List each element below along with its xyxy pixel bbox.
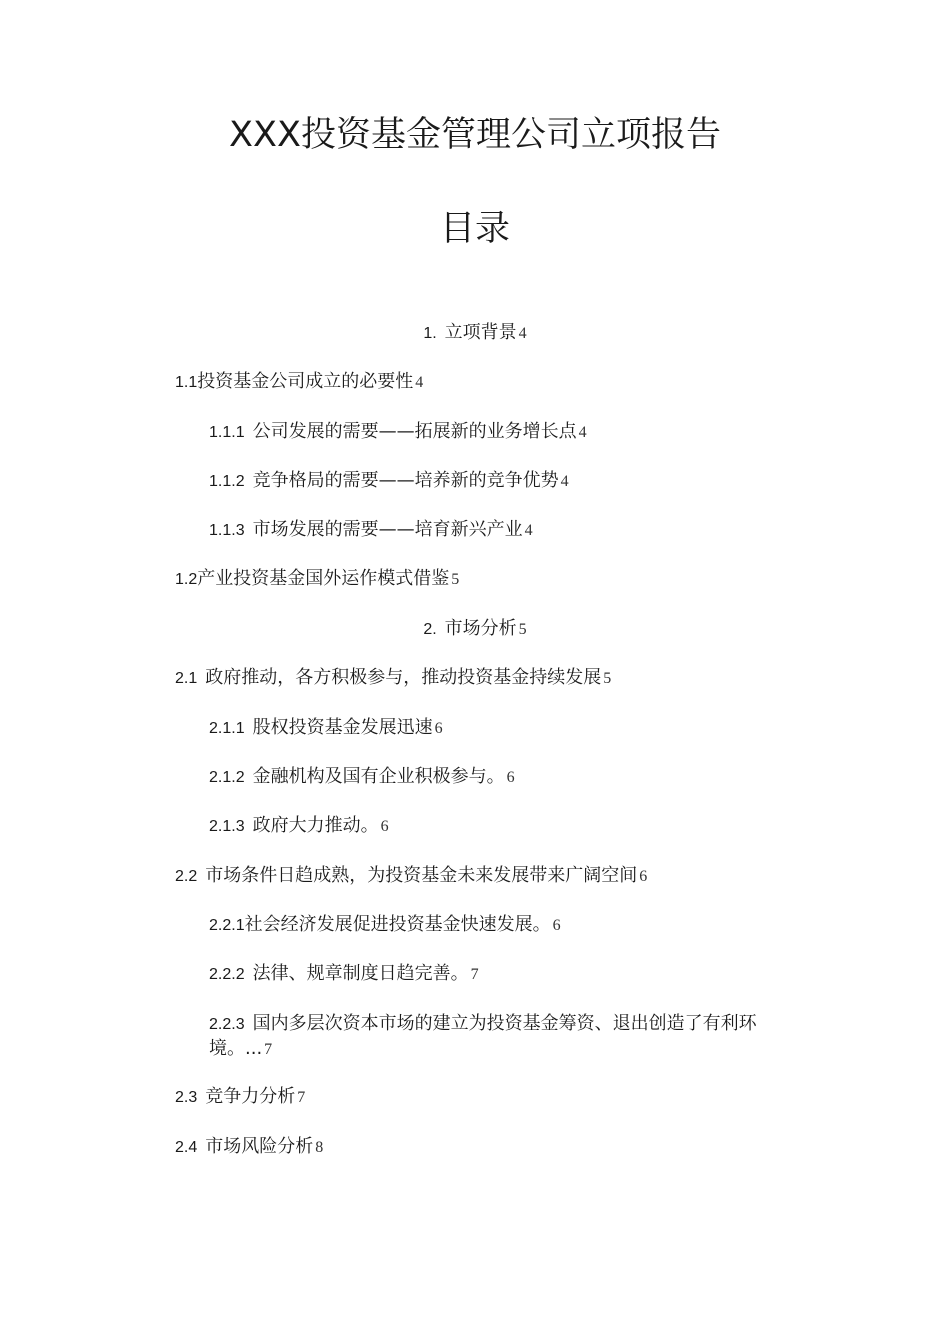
toc-entry[interactable] [209,716,443,741]
toc-entry[interactable] [209,765,515,790]
toc-entry[interactable] [0,617,950,642]
toc-entry[interactable] [209,962,479,987]
document-title: XXX投资基金管理公司立项报告 [229,115,721,155]
toc-entry[interactable] [209,420,587,445]
toc-entry-text: 金融机构及国有企业积极参与。 [252,766,505,787]
toc-entry[interactable] [0,321,950,346]
toc-entry-text: 国内多层次资本市场的建立为投资基金筹资、退出创造了有利环境。... [209,1013,757,1059]
toc-entry-text: 产业投资基金国外运作模式借鉴 [197,568,450,589]
toc-entry[interactable] [209,1012,819,1062]
toc-entry-number: 2. [423,621,437,638]
toc-entry[interactable] [209,913,561,938]
toc-entry-text: 投资基金公司成立的必要性 [197,371,414,392]
toc-entry-number: 2.1.1 [209,720,245,737]
toc-entry-text: 竞争力分析 [205,1086,296,1107]
toc-entry-page: 4 [518,325,527,342]
toc-entry-page: 4 [524,522,533,539]
toc-entry-text: 市场风险分析 [205,1136,314,1157]
toc-entry-number: 2.1.3 [209,818,245,835]
toc-entry-page: 6 [380,818,389,835]
toc-entry-page: 5 [451,571,460,588]
toc-entry-number: 2.2.3 [209,1016,245,1033]
toc-entry-number: 1. [423,325,437,342]
toc-entry[interactable] [175,1135,323,1160]
toc-entry[interactable] [175,666,611,691]
toc-entry-number: 2.3 [175,1089,198,1106]
toc-entry[interactable] [175,864,647,889]
toc-entry-page: 6 [552,917,561,934]
toc-entry-page: 4 [560,473,569,490]
toc-entry-number: 1.1.2 [209,473,245,490]
toc-heading: 目录 [439,209,510,249]
toc-entry-page: 6 [434,720,443,737]
toc-entry-text: 市场条件日趋成熟，为投资基金未来发展带来广阔空间 [205,865,638,886]
toc-entry-number: 1.2 [175,571,198,588]
toc-entry-page: 5 [603,670,612,687]
toc-entry-text: 市场发展的需要——培育新兴产业 [252,519,523,540]
toc-entry-number: 2.2 [175,868,198,885]
toc-entry-page: 4 [578,424,587,441]
toc-entry-text: 政府推动，各方积极参与，推动投资基金持续发展 [205,667,602,688]
toc-entry[interactable] [175,1085,305,1110]
toc-entry-number: 2.4 [175,1139,198,1156]
toc-entry-page: 6 [639,868,648,885]
toc-entry[interactable] [209,518,533,543]
toc-entry-page: 4 [415,374,424,391]
toc-entry-text: 公司发展的需要——拓展新的业务增长点 [252,421,577,442]
toc-entry-number: 2.1.2 [209,769,245,786]
toc-entry[interactable] [209,814,389,839]
toc-entry-text: 股权投资基金发展迅速 [252,717,433,738]
toc-entry-number: 2.1 [175,670,198,687]
toc-entry[interactable] [209,469,569,494]
toc-entry-number: 1.1.1 [209,424,245,441]
toc-entry-text: 立项背景 [444,322,517,343]
toc-entry-text: 市场分析 [444,618,517,639]
toc-entry-number: 2.2.1 [209,917,245,934]
toc-entry-number: 1.1 [175,374,198,391]
toc-entry-number: 1.1.3 [209,522,245,539]
toc-entry[interactable] [175,567,459,592]
toc-entry-text: 社会经济发展促进投资基金快速发展。 [244,914,551,935]
toc-entry-number: 2.2.2 [209,966,245,983]
toc-entry-text: 政府大力推动。 [252,815,379,836]
toc-entry-page: 7 [470,966,479,983]
toc-entry-page: 7 [297,1089,306,1106]
toc-entry-page: 6 [506,769,515,786]
toc-entry-page: 7 [264,1041,273,1058]
toc-entry-text: 法律、规章制度日趋完善。 [252,963,469,984]
toc-entry-page: 5 [518,621,527,638]
toc-entry-text: 竞争格局的需要——培养新的竞争优势 [252,470,559,491]
toc-entry-page: 8 [315,1139,324,1156]
toc-entry[interactable] [175,370,423,395]
